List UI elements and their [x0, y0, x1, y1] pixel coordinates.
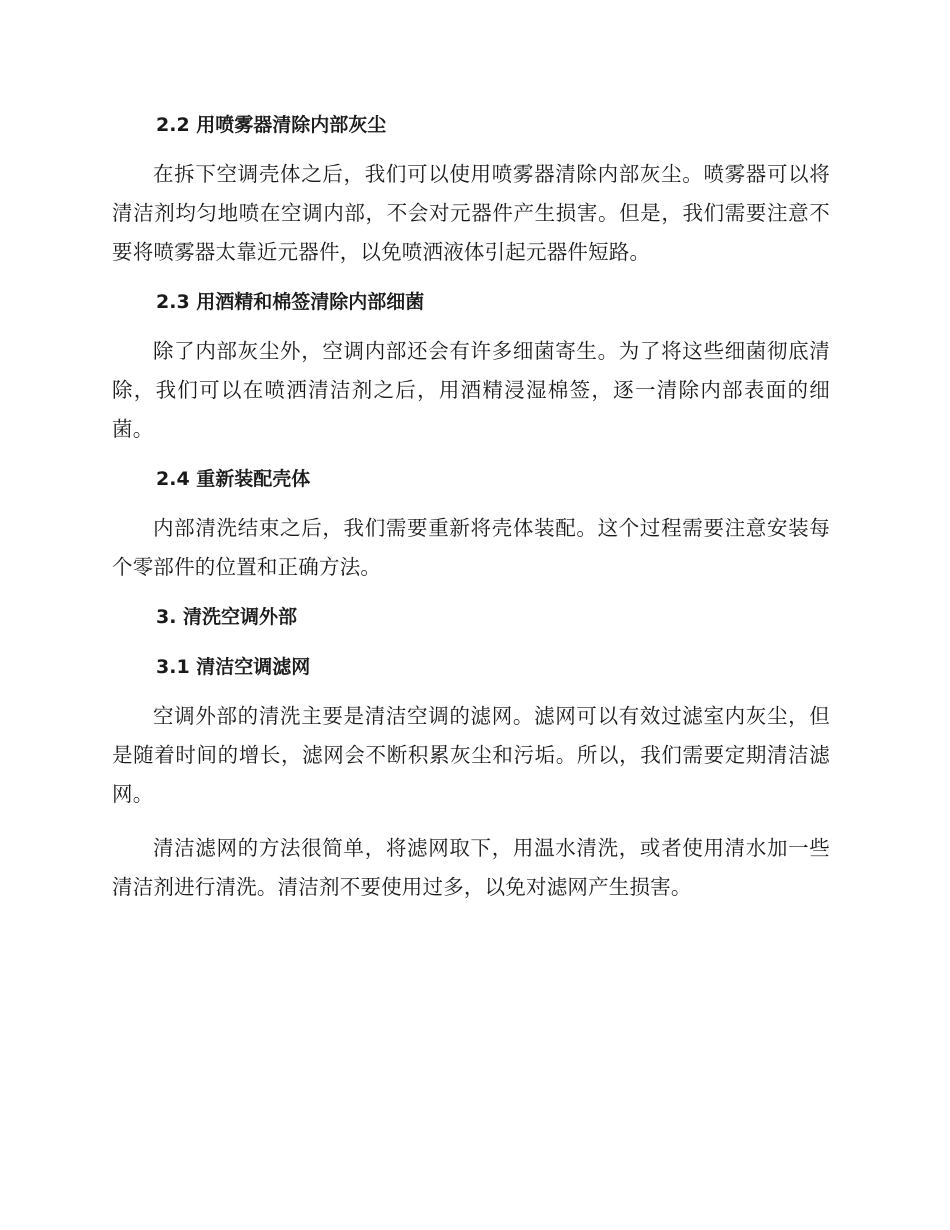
paragraph-filter-intro: 空调外部的清洗主要是清洁空调的滤网。滤网可以有效过滤室内灰尘，但是随着时间的增长，滤网会不断积累灰尘和污垢。所以，我们需要定期清洁滤网。 [112, 704, 830, 806]
section-heading-3: 3. 清洗空调外部 [156, 606, 298, 628]
section-heading-2-2: 2.2 用喷雾器清除内部灰尘 [156, 114, 387, 136]
document-body [112, 110, 830, 907]
paragraph-alcohol-cleaning: 除了内部灰尘外，空调内部还会有许多细菌寄生。为了将这些细菌彻底清除，我们可以在喷洒清洁剂之后，用酒精浸湿棉签，逐一清除内部表面的细菌。 [112, 339, 830, 441]
section-heading-2-4: 2.4 重新装配壳体 [156, 468, 311, 490]
section-heading-3-1: 3.1 清洁空调滤网 [156, 656, 311, 678]
paragraph-reassembly: 内部清洗结束之后，我们需要重新将壳体装配。这个过程需要注意安装每个零部件的位置和正确方法。 [112, 516, 830, 579]
section-heading-2-3: 2.3 用酒精和棉签清除内部细菌 [156, 291, 425, 313]
paragraph-spray-cleaning: 在拆下空调壳体之后，我们可以使用喷雾器清除内部灰尘。喷雾器可以将清洁剂均匀地喷在空调内部，不会对元器件产生损害。但是，我们需要注意不要将喷雾器太靠近元器件，以免喷洒液体引起元器件短路。 [112, 162, 830, 264]
paragraph-filter-method: 清洁滤网的方法很简单，将滤网取下，用温水清洗，或者使用清水加一些清洁剂进行清洗。清洁剂不要使用过多，以免对滤网产生损害。 [112, 836, 830, 899]
